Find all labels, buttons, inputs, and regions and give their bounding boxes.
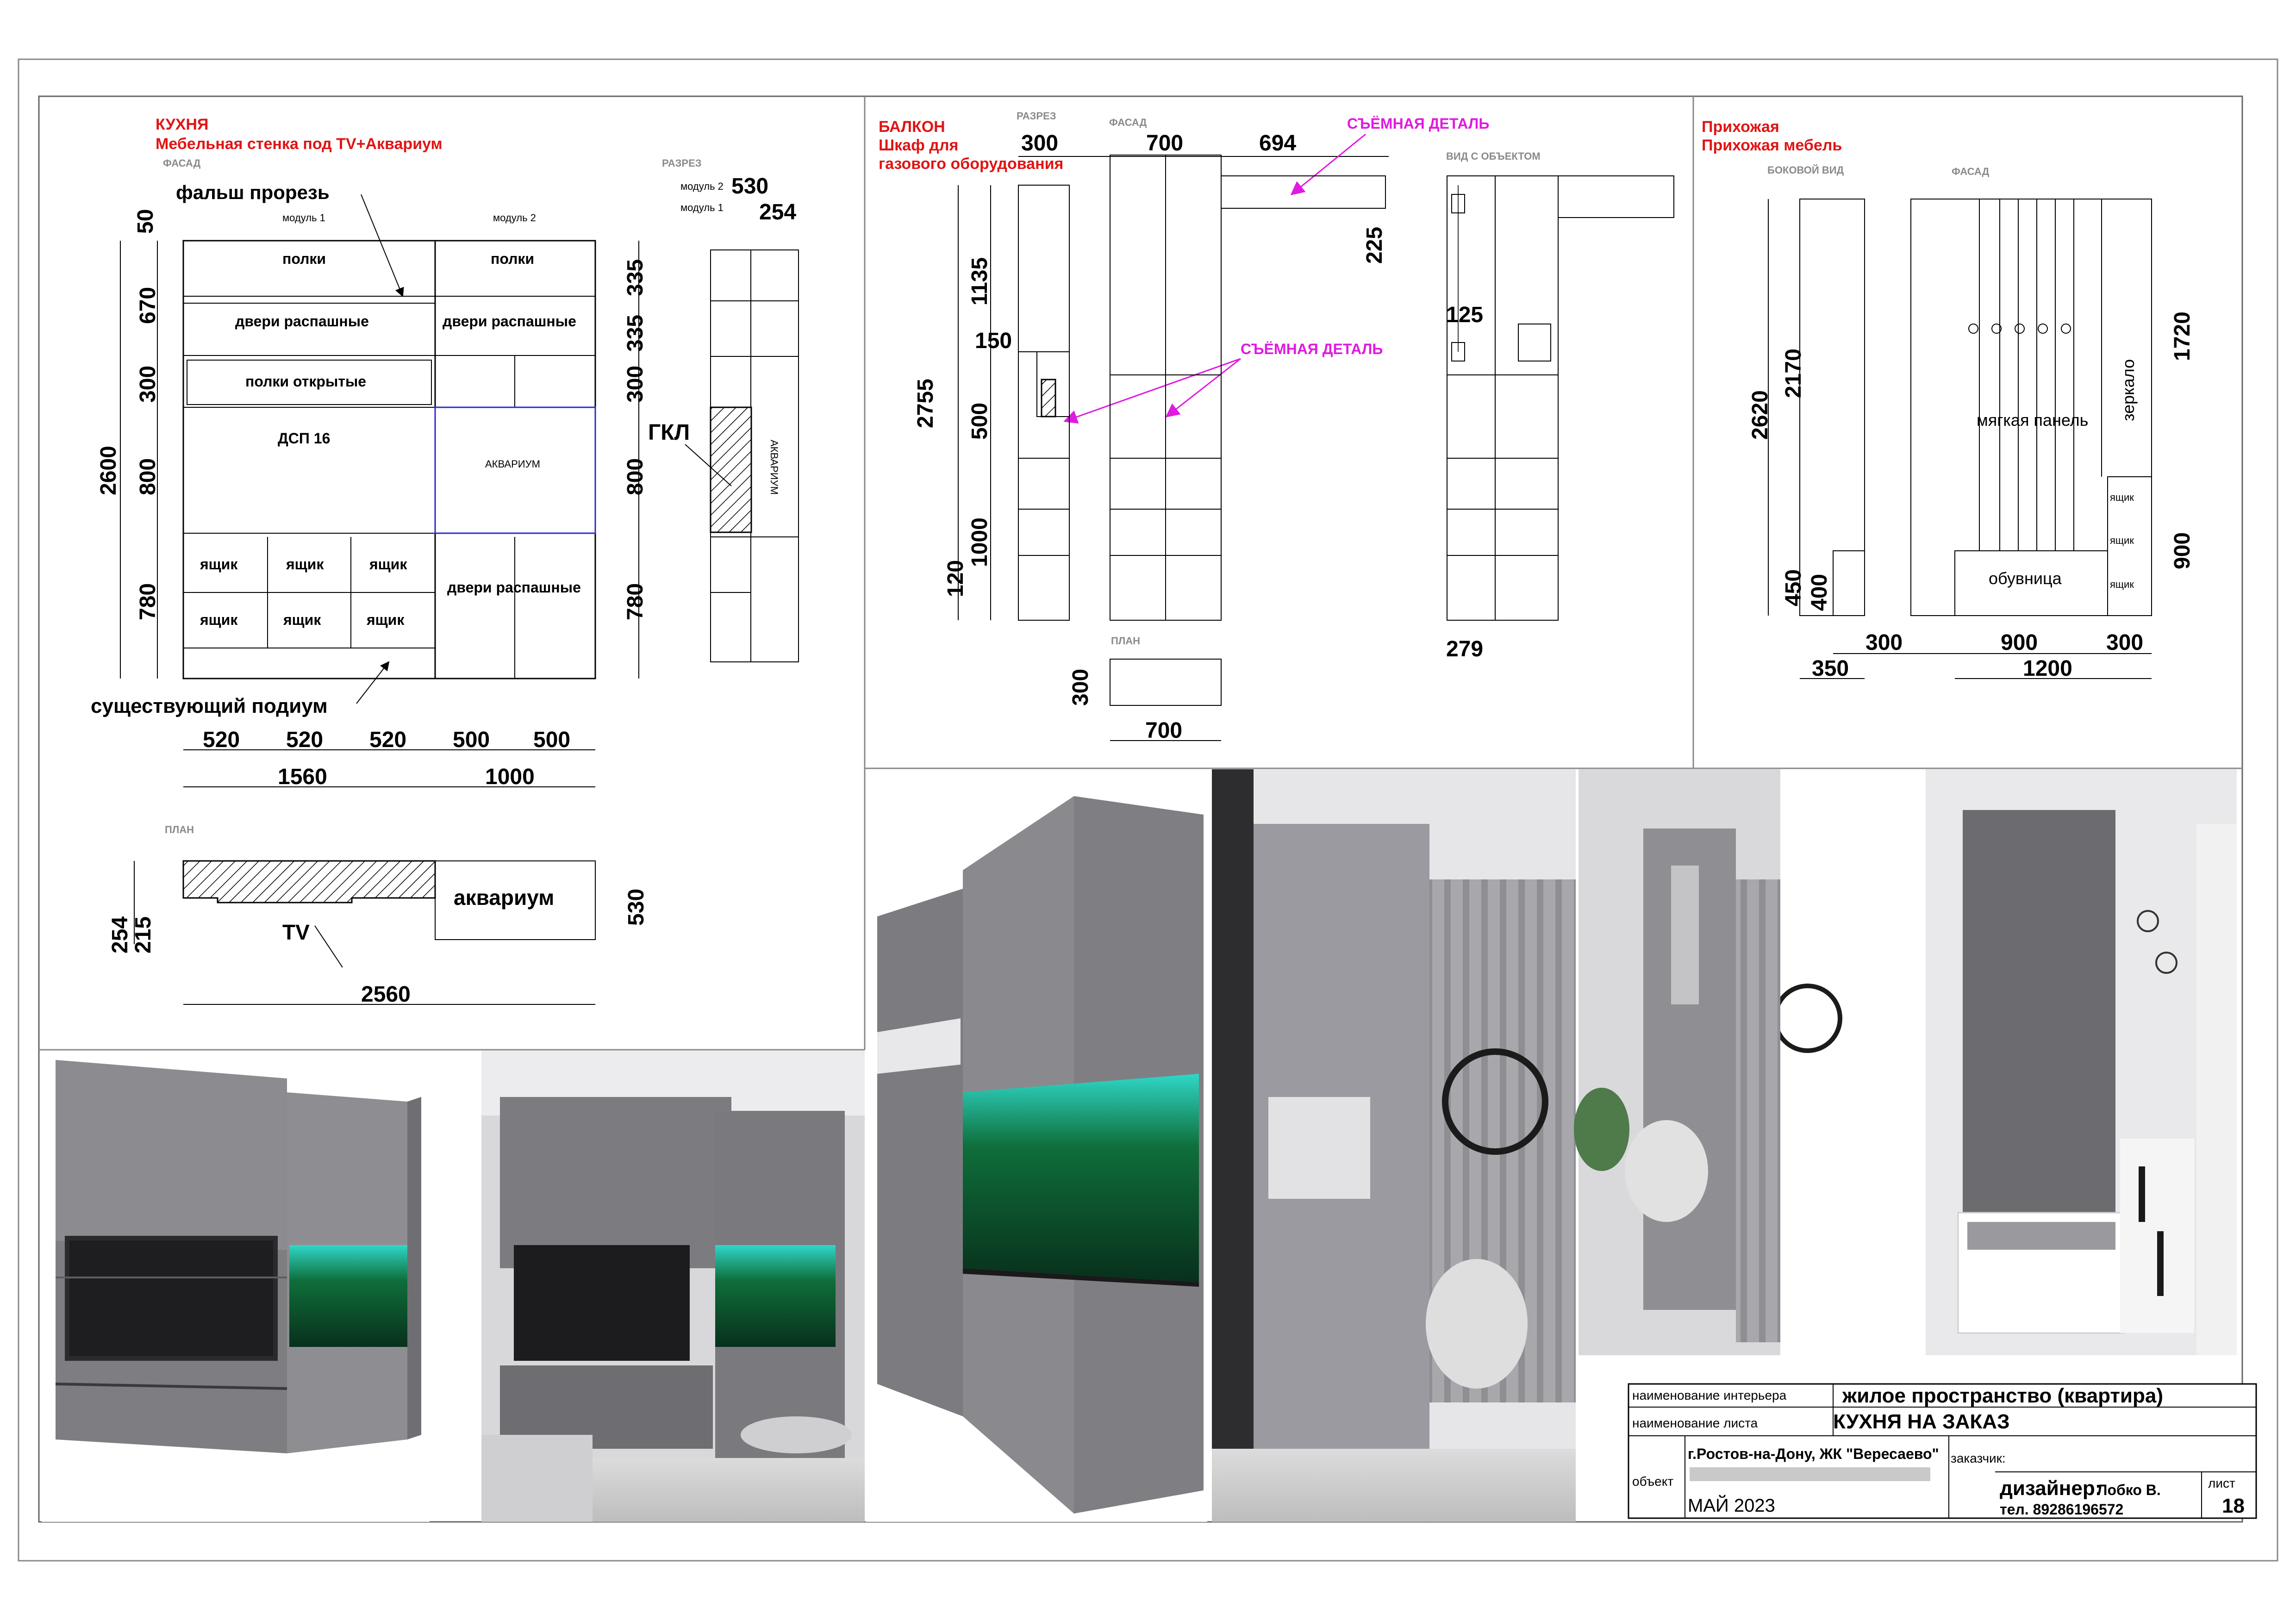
- dim-50: 50: [133, 209, 158, 234]
- dim-780: 780: [136, 583, 160, 620]
- kitchen-section: [91, 116, 799, 1007]
- hall-dim-2620: 2620: [1748, 390, 1772, 440]
- kitchen-subtitle: Мебельная стенка под TV+Аквариум: [156, 135, 443, 153]
- dim-w1560: 1560: [278, 765, 327, 789]
- bal-dim-700: 700: [1146, 131, 1184, 156]
- dim-670: 670: [136, 287, 160, 324]
- bal-dim-694: 694: [1259, 131, 1297, 156]
- kitchen-facade-label: ФАСАД: [163, 157, 201, 169]
- sheet-value: КУХНЯ НА ЗАКАЗ: [1833, 1410, 2010, 1433]
- mirror-label: зеркало: [2119, 359, 2138, 421]
- render-balcony-2: [1574, 769, 1840, 1355]
- title-block: [1628, 1384, 2256, 1518]
- plan-aquarium-label: аквариум: [454, 885, 555, 910]
- dim-w520c: 520: [369, 728, 407, 752]
- dsp-label: ДСП 16: [278, 430, 331, 447]
- bal-dim-1135: 1135: [967, 257, 992, 305]
- plan-dim-215: 215: [131, 916, 156, 953]
- interior-value: жилое пространство (квартира): [1842, 1384, 2163, 1407]
- aquarium-facade-label: АКВАРИУМ: [485, 458, 540, 470]
- dim-w1000: 1000: [485, 765, 535, 789]
- swing-doors-2: двери распашные: [443, 313, 576, 330]
- hallway-title: Прихожая: [1702, 118, 1779, 136]
- hallway-side-label: БОКОВОЙ ВИД: [1767, 164, 1844, 176]
- balcony-plan-label: ПЛАН: [1111, 635, 1141, 647]
- hall-dim-900: 900: [2170, 532, 2195, 569]
- bal-dim-300: 300: [1021, 131, 1059, 156]
- plan-dim-530: 530: [624, 888, 649, 926]
- drawer-1: ящик: [200, 556, 238, 573]
- hallway-facade-label: ФАСАД: [1952, 166, 1990, 177]
- bal-dim-1000: 1000: [967, 517, 992, 567]
- hall-dim-400: 400: [1807, 573, 1832, 611]
- dim-r780: 780: [623, 583, 648, 620]
- hall-dim-b300a: 300: [1866, 630, 1903, 655]
- hall-drawer-1: ящик: [2110, 492, 2134, 503]
- shelves-1: полки: [282, 250, 326, 267]
- bal-plan-dim-700: 700: [1145, 718, 1183, 743]
- drawer-4: ящик: [200, 611, 238, 628]
- module1-label: модуль 1: [282, 212, 325, 224]
- kitchen-title: КУХНЯ: [156, 116, 209, 133]
- render-balcony: [1212, 769, 1576, 1522]
- open-shelves: полки открытые: [245, 373, 367, 390]
- hall-dim-b900: 900: [2001, 630, 2038, 655]
- bal-dim-500: 500: [967, 402, 992, 440]
- phone-text: тел. 89286196572: [2000, 1501, 2124, 1518]
- hall-dim-450: 450: [1781, 569, 1806, 606]
- dim-r300: 300: [623, 365, 648, 403]
- drawer-3: ящик: [369, 556, 407, 573]
- bal-dim-279: 279: [1446, 637, 1484, 661]
- section-aquarium-label: АКВАРИУМ: [768, 440, 780, 495]
- kitchen-section-label: РАЗРЕЗ: [662, 157, 702, 169]
- customer-label: заказчик:: [1951, 1451, 2006, 1465]
- drawer-2: ящик: [286, 556, 324, 573]
- false-cut-label: фальш прорезь: [176, 181, 330, 203]
- page-label: лист: [2208, 1476, 2235, 1490]
- balcony-section: [879, 110, 1674, 743]
- module2-label: модуль 2: [493, 212, 536, 224]
- dim-w500a: 500: [453, 728, 490, 752]
- date-text: МАЙ 2023: [1688, 1495, 1775, 1516]
- render-aquarium: [866, 769, 1207, 1522]
- removable-note-2: СЪЁМНАЯ ДЕТАЛЬ: [1241, 341, 1383, 357]
- dim-w520a: 520: [203, 728, 240, 752]
- hall-dim-b300b: 300: [2106, 630, 2144, 655]
- render-hallway: [1926, 769, 2237, 1355]
- bal-dim-225: 225: [1362, 226, 1387, 264]
- gkl-label: ГКЛ: [648, 420, 690, 445]
- hallway-section: [1702, 118, 2195, 681]
- dim-800: 800: [136, 458, 160, 495]
- dim-2600: 2600: [96, 446, 121, 495]
- dim-w500b: 500: [533, 728, 571, 752]
- balcony-subtitle2: газового оборудования: [879, 155, 1064, 173]
- hall-dim-b350: 350: [1812, 656, 1849, 681]
- section-dim-530: 530: [731, 174, 769, 199]
- hall-dim-1720: 1720: [2170, 312, 2195, 361]
- section-dim-254: 254: [759, 200, 797, 224]
- dim-r800: 800: [623, 458, 648, 495]
- render-kitchen-2: [481, 1051, 865, 1522]
- bal-dim-2755: 2755: [913, 379, 938, 428]
- removable-note-1: СЪЁМНАЯ ДЕТАЛЬ: [1347, 115, 1490, 132]
- bal-plan-dim-300: 300: [1068, 668, 1093, 706]
- swing-doors-1: двери распашные: [235, 313, 369, 330]
- plan-dim-2560: 2560: [361, 982, 411, 1007]
- designer-label: дизайнер:: [2000, 1477, 2102, 1500]
- dim-300: 300: [136, 365, 160, 403]
- sheet-label: наименование листа: [1632, 1416, 1758, 1430]
- kitchen-plan-label: ПЛАН: [165, 824, 194, 835]
- designer-name: Лобко В.: [2097, 1482, 2161, 1498]
- balcony-section-label: РАЗРЕЗ: [1017, 110, 1056, 122]
- swing-doors-3: двери распашные: [447, 579, 581, 596]
- dim-w520b: 520: [286, 728, 324, 752]
- redacted-address: [1690, 1467, 1930, 1481]
- bal-dim-125: 125: [1446, 303, 1484, 327]
- balcony-facade-label: ФАСАД: [1109, 117, 1147, 128]
- page-number: 18: [2222, 1495, 2245, 1517]
- drawer-6: ящик: [367, 611, 405, 628]
- hall-drawer-3: ящик: [2110, 579, 2134, 590]
- plan-tv-label: TV: [282, 920, 310, 944]
- balcony-subtitle1: Шкаф для: [879, 137, 959, 154]
- shelves-2: полки: [491, 250, 535, 267]
- interior-label: наименование интерьера: [1632, 1388, 1787, 1402]
- shoe-cabinet-label: обувница: [1989, 569, 2062, 588]
- hall-drawer-2: ящик: [2110, 535, 2134, 546]
- balcony-title: БАЛКОН: [879, 118, 945, 136]
- render-kitchen-1: [42, 1051, 430, 1522]
- hallway-subtitle: Прихожая мебель: [1702, 137, 1842, 154]
- bal-dim-150: 150: [975, 329, 1012, 353]
- section-module1: модуль 1: [680, 202, 724, 213]
- address-text: г.Ростов-на-Дону, ЖК "Вересаево": [1688, 1446, 1939, 1462]
- soft-panel-label: мягкая панель: [1977, 411, 2089, 430]
- object-label: объект: [1632, 1474, 1674, 1489]
- drawer-5: ящик: [283, 611, 321, 628]
- dim-r335b: 335: [623, 314, 648, 352]
- balcony-object-label: ВИД С ОБЪЕКТОМ: [1446, 150, 1541, 162]
- section-module2: модуль 2: [680, 181, 724, 192]
- dim-r335a: 335: [623, 259, 648, 296]
- hall-dim-2170: 2170: [1781, 349, 1806, 398]
- bal-dim-120: 120: [943, 560, 968, 597]
- plan-dim-254: 254: [108, 916, 132, 953]
- hall-dim-b1200: 1200: [2023, 656, 2072, 681]
- podium-label: существующий подиум: [91, 695, 328, 717]
